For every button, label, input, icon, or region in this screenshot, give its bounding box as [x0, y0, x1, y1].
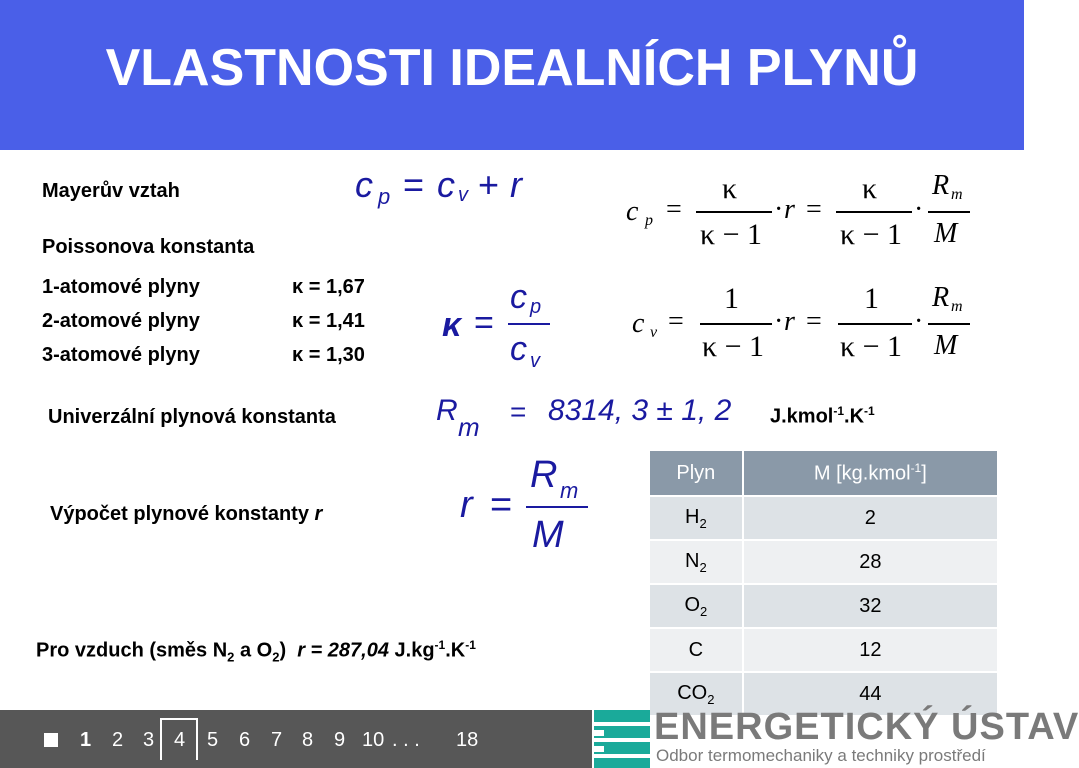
mass-cell: 2	[743, 496, 998, 540]
table-row	[649, 540, 998, 584]
mass-cell: 12	[743, 628, 998, 672]
table-header-row	[649, 450, 998, 496]
rm-unit: $J.kmol^{-1}.K^{-1}$	[770, 404, 875, 428]
calc-label: Výpočet plynové konstanty r	[50, 503, 323, 525]
mass-cell: 28	[743, 540, 998, 584]
mono-label: 1-atomové plyny	[42, 276, 200, 298]
header-bar	[0, 0, 1024, 150]
table-row	[649, 584, 998, 628]
page-link-6[interactable]: 6	[239, 729, 251, 751]
page-link-4[interactable]: 4	[174, 729, 186, 751]
page-link-7[interactable]: 7	[271, 729, 283, 751]
mayer-label: Mayerův vztah	[42, 180, 180, 202]
mass-cell: 44	[743, 672, 998, 716]
page-link-10[interactable]: 10	[362, 729, 385, 751]
logo-mark-icon	[594, 708, 650, 768]
page-link-5[interactable]: 5	[207, 729, 219, 751]
header-m: M [kg.kmol$^{-1}$]	[743, 450, 998, 496]
gas-cell: $N_2$	[649, 540, 743, 584]
mono-kappa: κ = 1,67	[292, 276, 365, 298]
gas-cell: C	[649, 628, 743, 672]
page-link-2[interactable]: 2	[112, 729, 124, 751]
page-link-8[interactable]: 8	[302, 729, 314, 751]
gas-cell: $H_2$	[649, 496, 743, 540]
page-ellipsis: . . .	[392, 729, 420, 751]
page-link-1[interactable]: 1	[80, 729, 92, 751]
universal-label: Univerzální plynová konstanta	[48, 406, 336, 428]
gas-cell: $CO_2$	[649, 672, 743, 716]
tri-kappa: κ = 1,30	[292, 344, 365, 366]
di-kappa: κ = 1,41	[292, 310, 365, 332]
mass-cell: 32	[743, 584, 998, 628]
slide-title: VLASTNOSTI IDEALNÍCH PLYNŮ	[105, 39, 919, 97]
page-link-3[interactable]: 3	[143, 729, 155, 751]
logo-subtitle: Odbor termomechaniky a techniky prostředí	[656, 746, 986, 765]
page-link-18[interactable]: 18	[456, 729, 479, 751]
header-plyn: Plyn	[649, 450, 743, 496]
poisson-label: Poissonova konstanta	[42, 236, 255, 258]
air-line: Pro vzduch (směs $N_2$ a $O_2$) r = 287,04 $J.kg^{-1}.K^{-1}$	[36, 638, 476, 665]
table-row	[649, 496, 998, 540]
square-icon[interactable]	[44, 733, 58, 747]
molar-mass-table	[648, 449, 999, 717]
rm-value: 8314, 3 ± 1, 2	[548, 394, 732, 427]
page-link-9[interactable]: 9	[334, 729, 346, 751]
table-row	[649, 628, 998, 672]
logo-title: ENERGETICKÝ ÚSTAV	[654, 706, 1079, 748]
di-label: 2-atomové plyny	[42, 310, 200, 332]
tri-label: 3-atomové plyny	[42, 344, 200, 366]
gas-cell: $O_2$	[649, 584, 743, 628]
